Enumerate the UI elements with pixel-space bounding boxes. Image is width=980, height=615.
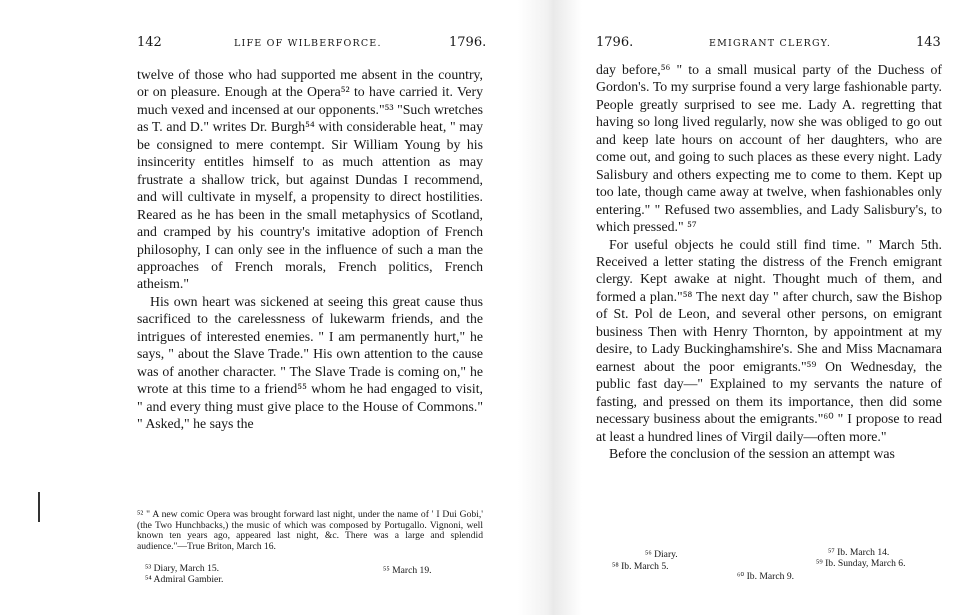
left-footnote-55: ⁵⁵ March 19. [383, 565, 432, 576]
left-footnote-53: ⁵³ Diary, March 15. [145, 563, 220, 574]
right-paragraph-2: For useful objects he could still find time. " March 5th. Received a letter stating the distress of the French emigrant clergy. Kept awake at night. Thought much of them, and formed a plan."⁵⁸ The next day " after church, saw the Bishop of St. Pol de Leon, and several other persons, on emigrant business Then with Henry Thornton, by appointment at my desire, to Lady Buckinghamshire's. She and Miss Macnamara earnest about the poor emigrants."⁵⁹ On Wednesday, the public fast day—" Explained to my servants the nature of fasting, and pressed on them its importance, then did some necessary business about the emigrants."⁶⁰ " I propose to read at least a hundred lines of Virgil daily—often more." [596, 236, 942, 444]
right-footnote-58: ⁵⁸ Ib. March 5. [612, 561, 669, 572]
right-paragraph-1: day before,⁵⁶ " to a small musical party of the Duchess of Gordon's. To my surprise found a very large fashionable party. People greatly surprised to see me. Lady A. regretting that having so long lived regularly, now she was obliged to go out and keep late hours on account of her daughters, who are come out, and going to such places as these every night. Lady Salisbury and others expecting me to come to them. Kept up too late, though came away at twelve, when fashionables only entering." " Refused two assemblies, and Lady Salisbury's, to which pressed." ⁵⁷ [596, 62, 942, 235]
right-page [580, 0, 980, 615]
right-footnote-60: ⁶⁰ Ib. March 9. [737, 571, 795, 582]
left-footnote-54: ⁵⁴ Admiral Gambier. [145, 574, 224, 585]
left-footnote-52: ⁵² " A new comic Opera was brought forward last night, under the name of ' I Dui Gobi,' (the Two Hunchbacks,) the music of which was composed by Portugallo. Vignoni, well known ten years ago, appeared last night, &c. There was a large and splendid audience."—True Briton, March 16. [137, 509, 483, 552]
right-paragraph-3: Before the conclusion of the session an attempt was [609, 445, 895, 461]
right-body [596, 61, 942, 462]
running-title-left: LIFE OF WILBERFORCE. [234, 38, 382, 49]
page-number-left: 142 [137, 35, 162, 50]
left-paragraph-2: His own heart was sickened at seeing this great cause thus sacrificed to the carelessness of lukewarm friends, and the intrigues of interested enemies. " I am permanently hurt," he says, " about the Slave Trade." His own attention to the cause was of another character. " The Slave Trade is coming on," he wrote at this time to a friend⁵⁵ whom he had engaged to visit, " and every thing must give place to the House of Commons." " Asked," he says the [137, 293, 483, 432]
right-footnote-59: ⁵⁹ Ib. Sunday, March 6. [816, 558, 906, 569]
right-footnote-56: ⁵⁶ Diary. [645, 549, 678, 560]
right-footnote-57: ⁵⁷ Ib. March 14. [828, 547, 890, 558]
page-number-right: 143 [916, 35, 941, 50]
left-body [137, 66, 483, 433]
left-paragraph-1: twelve of those who had supported me absent in the country, or on pleasure. Enough at the Opera⁵² to have carried it. Very much vexed and incensed at our opponents."⁵³ "Such wretches as T. and D." writes Dr. Burgh⁵⁴ with considerable heat, " may be consigned to mere contempt. Sir William Young by his insincerity entitles himself to as much attention as may frustrate a shallow trick, but against Dundas I recommend, and will cultivate in myself, a propensity to direct hostilities. Reared as he has been in the small metaphysics of Scotland, and cramped by his country's imitative adoption of French philosophy, I can only see in the influence of such a man the approaches of French morals, French politics, French atheism." [137, 67, 483, 292]
running-title-right: EMIGRANT CLERGY. [709, 38, 832, 49]
scan-margin-mark [38, 492, 40, 522]
book-gutter [518, 0, 582, 615]
year-left: 1796. [449, 35, 487, 50]
year-right: 1796. [596, 35, 634, 50]
